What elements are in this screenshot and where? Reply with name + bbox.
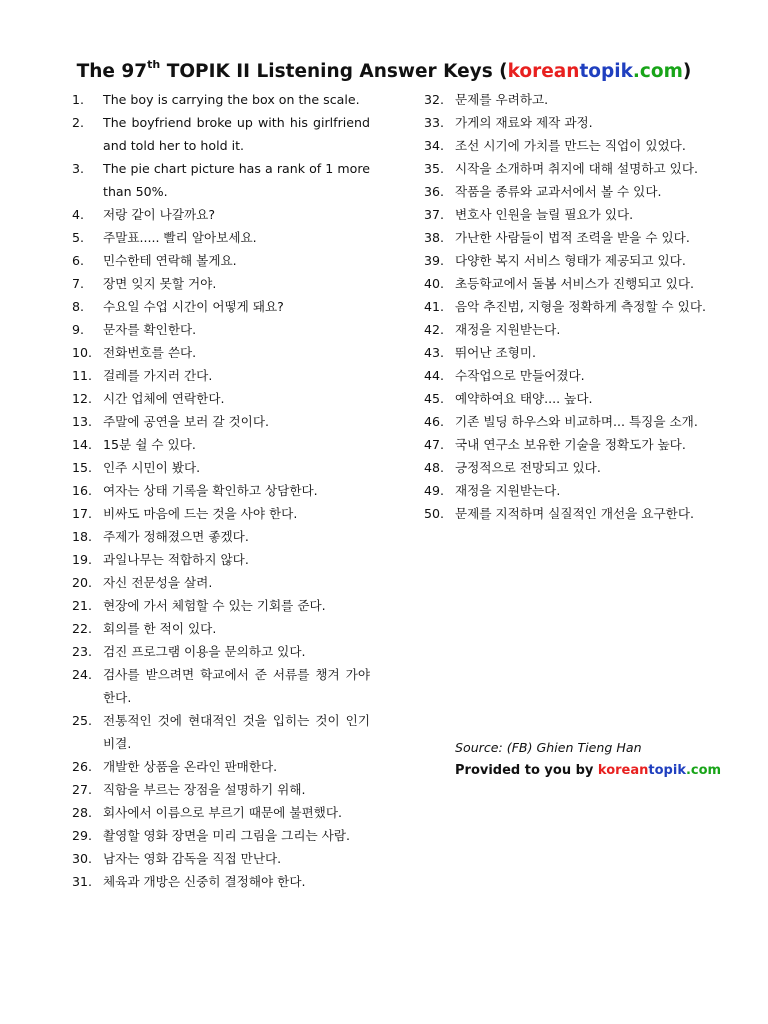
source-credit: Source: (FB) Ghien Tieng Han [455, 740, 642, 755]
answer-text: 민수한테 연락해 볼게요. [103, 253, 237, 268]
answer-text: The boy is carrying the box on the scale. [103, 92, 360, 107]
page-title [0, 60, 768, 82]
answer-text: 뛰어난 조형미. [455, 345, 536, 360]
answer-item [72, 847, 370, 870]
answer-number: 36. [424, 184, 445, 199]
answer-text: 촬영할 영화 장면을 미리 그림을 그리는 사람. [103, 828, 351, 843]
answer-text: 회사에서 이름으로 부르기 때문에 불편했다. [103, 805, 342, 820]
answer-item [424, 88, 721, 111]
answer-number: 28. [72, 805, 93, 820]
answer-number: 1. [72, 92, 85, 107]
answer-number: 49. [424, 483, 445, 498]
answer-number: 12. [72, 391, 93, 406]
answer-number: 41. [424, 299, 445, 314]
answer-item [72, 778, 370, 801]
answer-number: 47. [424, 437, 445, 452]
answer-number: 3. [72, 161, 85, 176]
answer-item [424, 157, 721, 180]
answer-text: 변호사 인원을 늘릴 필요가 있다. [455, 207, 634, 222]
answer-number: 42. [424, 322, 445, 337]
answer-text: 직함을 부르는 장점을 설명하기 위해. [103, 782, 306, 797]
answer-number: 24. [72, 667, 93, 682]
title-superscript: th [147, 58, 161, 72]
answer-text: 가게의 재료와 제작 과정. [455, 115, 593, 130]
answer-item [424, 502, 721, 525]
answer-text: 자신 전문성을 살려. [103, 575, 213, 590]
answer-item [72, 525, 370, 548]
answer-item [424, 318, 721, 341]
answer-item [424, 295, 721, 318]
answer-text: 15분 쉴 수 있다. [103, 437, 196, 452]
answer-item [72, 410, 370, 433]
provided-by [455, 759, 721, 782]
answer-number: 29. [72, 828, 93, 843]
answer-item [72, 548, 370, 571]
answer-text: 주말에 공연을 보러 갈 것이다. [103, 414, 270, 429]
title-close: ) [682, 61, 692, 83]
answer-number: 31. [72, 874, 93, 889]
footer-brand-com: .com [685, 763, 722, 778]
answer-item [72, 709, 370, 755]
brand-com: .com [632, 61, 683, 83]
answer-number: 45. [424, 391, 445, 406]
answer-number: 13. [72, 414, 93, 429]
answer-text: 주말표..... 빨리 알아보세요. [103, 230, 257, 245]
answer-number: 43. [424, 345, 445, 360]
answer-item [72, 801, 370, 824]
answer-number: 35. [424, 161, 445, 176]
brand-korean: korean [507, 61, 580, 83]
answer-text: 과일나무는 적합하지 않다. [103, 552, 249, 567]
answer-item [424, 249, 721, 272]
answer-text: 남자는 영화 감독을 직접 만난다. [103, 851, 282, 866]
answer-number: 16. [72, 483, 93, 498]
answer-text: 회의를 한 적이 있다. [103, 621, 217, 636]
answer-item [424, 456, 721, 479]
answer-text: 저랑 같이 나갈까요? [103, 207, 216, 222]
footer-brand-korean: korean [597, 763, 649, 778]
answer-text: 기존 빌딩 하우스와 비교하며... 특징을 소개. [455, 414, 698, 429]
answer-list-right [424, 88, 721, 525]
answer-text: 검진 프로그램 이용을 문의하고 있다. [103, 644, 306, 659]
answer-text: 장면 잊지 못할 거야. [103, 276, 217, 291]
answer-text: 전화번호를 쓴다. [103, 345, 197, 360]
answer-item [424, 226, 721, 249]
answer-item [72, 870, 370, 893]
answer-item [72, 88, 370, 111]
answer-text: 문자를 확인한다. [103, 322, 197, 337]
answer-item [424, 134, 721, 157]
footer-brand-topik: topik [648, 763, 686, 778]
answer-number: 37. [424, 207, 445, 222]
answer-item [72, 226, 370, 249]
answer-item [424, 272, 721, 295]
answer-text: 여자는 상태 기록을 확인하고 상담한다. [103, 483, 318, 498]
title-main: TOPIK II Listening Answer Keys ( [160, 61, 508, 83]
answer-number: 39. [424, 253, 445, 268]
answer-number: 48. [424, 460, 445, 475]
answer-text: 시작을 소개하며 취지에 대해 설명하고 있다. [455, 161, 698, 176]
answer-number: 6. [72, 253, 85, 268]
answer-item [72, 594, 370, 617]
answer-text: 음악 추진범, 지형을 정확하게 측정할 수 있다. [455, 299, 707, 314]
answer-number: 32. [424, 92, 445, 107]
answer-text: 긍정적으로 전망되고 있다. [455, 460, 601, 475]
answer-item [72, 341, 370, 364]
answer-number: 19. [72, 552, 93, 567]
answer-item [72, 571, 370, 594]
answer-item [424, 410, 721, 433]
answer-item [72, 479, 370, 502]
answer-item [424, 364, 721, 387]
answer-number: 5. [72, 230, 85, 245]
answer-item [72, 387, 370, 410]
answer-text: 시간 업체에 연락한다. [103, 391, 225, 406]
answer-item [72, 663, 370, 709]
answer-item [72, 456, 370, 479]
answer-text: 재정을 지원받는다. [455, 322, 561, 337]
answer-item [72, 364, 370, 387]
answer-item [72, 433, 370, 456]
answer-text: 비싸도 마음에 드는 것을 사야 한다. [103, 506, 298, 521]
answer-text: 초등학교에서 돌봄 서비스가 진행되고 있다. [455, 276, 694, 291]
answer-text: 국내 연구소 보유한 기술을 정확도가 높다. [455, 437, 686, 452]
provided-prefix: Provided to you by [455, 763, 598, 778]
answer-text: 걸레를 가지러 간다. [103, 368, 213, 383]
answer-number: 25. [72, 713, 93, 728]
answer-text: 예약하여요 태양.... 높다. [455, 391, 593, 406]
answer-text: 주제가 정해졌으면 좋겠다. [103, 529, 249, 544]
answer-text: 작품을 종류와 교과서에서 볼 수 있다. [455, 184, 662, 199]
answer-item [72, 203, 370, 226]
answer-item [424, 341, 721, 364]
answer-number: 27. [72, 782, 93, 797]
answer-number: 10. [72, 345, 93, 360]
answer-text: 체육과 개방은 신중히 결정해야 한다. [103, 874, 306, 889]
answer-text: The boyfriend broke up with his girlfriend and told her to hold it. [103, 115, 370, 153]
answer-item [72, 318, 370, 341]
answer-number: 44. [424, 368, 445, 383]
answer-item [424, 433, 721, 456]
answer-text: The pie chart picture has a rank of 1 more than 50%. [103, 161, 370, 199]
answer-item [424, 111, 721, 134]
answer-item [72, 617, 370, 640]
answer-item [72, 824, 370, 847]
answer-number: 14. [72, 437, 93, 452]
answer-text: 수요일 수업 시간이 어떻게 돼요? [103, 299, 284, 314]
answer-number: 46. [424, 414, 445, 429]
answer-number: 21. [72, 598, 93, 613]
title-prefix: The 97 [76, 61, 148, 83]
answer-number: 7. [72, 276, 85, 291]
answer-item [72, 295, 370, 318]
answer-text: 재정을 지원받는다. [455, 483, 561, 498]
answer-item [72, 640, 370, 663]
answer-item [72, 111, 370, 157]
answer-number: 22. [72, 621, 93, 636]
answer-text: 검사를 받으려면 학교에서 준 서류를 챙겨 가야 한다. [103, 667, 370, 705]
answer-number: 9. [72, 322, 85, 337]
answer-item [72, 755, 370, 778]
answer-text: 문제를 지적하며 실질적인 개선을 요구한다. [455, 506, 694, 521]
answer-item [72, 249, 370, 272]
answer-text: 수작업으로 만들어졌다. [455, 368, 585, 383]
answer-item [72, 272, 370, 295]
answer-text: 현장에 가서 체험할 수 있는 기회를 준다. [103, 598, 326, 613]
answer-number: 40. [424, 276, 445, 291]
answer-item [424, 180, 721, 203]
brand-topik: topik [579, 61, 633, 83]
answer-number: 17. [72, 506, 93, 521]
answer-number: 23. [72, 644, 93, 659]
answer-text: 개발한 상품을 온라인 판매한다. [103, 759, 278, 774]
answer-number: 15. [72, 460, 93, 475]
answer-list-left [72, 88, 370, 893]
answer-item [424, 203, 721, 226]
answer-text: 가난한 사람들이 법적 조력을 받을 수 있다. [455, 230, 690, 245]
answer-number: 50. [424, 506, 445, 521]
answer-number: 20. [72, 575, 93, 590]
answer-number: 11. [72, 368, 93, 383]
answer-item [72, 502, 370, 525]
answer-number: 34. [424, 138, 445, 153]
answer-number: 8. [72, 299, 85, 314]
answer-number: 38. [424, 230, 445, 245]
answer-item [424, 479, 721, 502]
answer-number: 4. [72, 207, 85, 222]
answer-text: 전통적인 것에 현대적인 것을 입히는 것이 인기 비결. [103, 713, 370, 751]
answer-text: 조선 시기에 가치를 만드는 직업이 있었다. [455, 138, 686, 153]
answer-text: 다양한 복지 서비스 형태가 제공되고 있다. [455, 253, 686, 268]
answer-text: 인주 시민이 봤다. [103, 460, 201, 475]
answer-number: 30. [72, 851, 93, 866]
answer-item [72, 157, 370, 203]
answer-number: 26. [72, 759, 93, 774]
answer-number: 33. [424, 115, 445, 130]
answer-item [424, 387, 721, 410]
answer-number: 2. [72, 115, 85, 130]
answer-number: 18. [72, 529, 93, 544]
answer-text: 문제를 우려하고. [455, 92, 549, 107]
